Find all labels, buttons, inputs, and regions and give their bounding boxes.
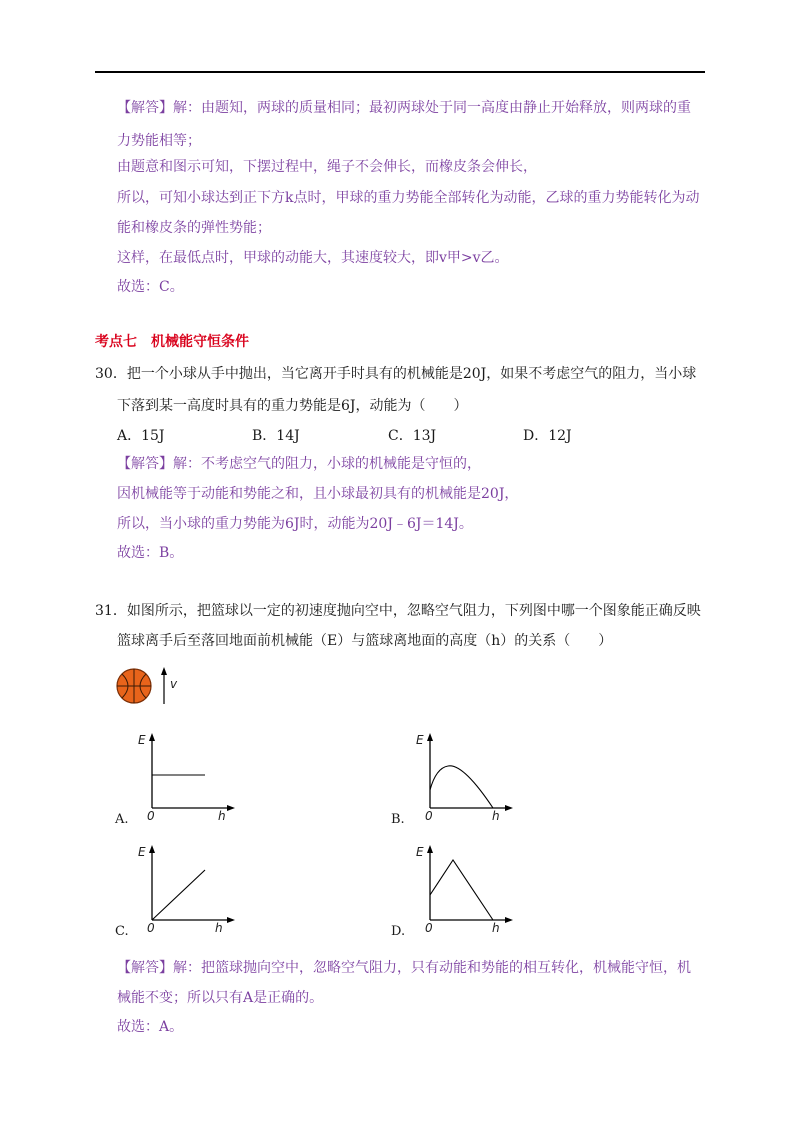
graph-d-label: D. (391, 924, 406, 939)
graph-b-origin: 0 (425, 809, 433, 823)
graph-a-y-label: E (138, 733, 146, 747)
graph-b-y-label: E (416, 733, 424, 747)
answer1-line-6: 这样，在最低点时，甲球的动能大，其速度较大，即v甲>v乙。 (117, 250, 509, 266)
q30-option-a: A．15J (117, 428, 165, 444)
answer1-line-7: 故选：C。 (117, 279, 184, 295)
graph-d (408, 840, 518, 935)
q30-stem-line-2: 下落到某一高度时具有的重力势能是6J，动能为（ ） (117, 398, 468, 414)
answer1-line-1: 【解答】解：由题知，两球的质量相同；最初两球处于同一高度由静止开始释放，则两球的重 (117, 100, 691, 116)
q31-stem-line-1: 31．如图所示，把篮球以一定的初速度抛向空中，忽略空气阻力，下列图中哪一个图象能正确反映 (95, 603, 701, 619)
velocity-label: v (170, 677, 178, 691)
basketball-icon (117, 669, 151, 703)
q30-answer-line-1: 【解答】解：不考虑空气的阻力，小球的机械能是守恒的， (117, 456, 481, 472)
graph-a-origin: 0 (147, 809, 155, 823)
graph-a-label: A. (115, 812, 129, 827)
graph-d-curve (430, 860, 493, 920)
graph-b-curve (430, 766, 493, 808)
graph-b (408, 728, 518, 823)
basketball-figure (112, 664, 192, 708)
velocity-arrow-icon (161, 667, 167, 704)
graph-a (130, 728, 240, 823)
q30-option-c: C．13J (388, 428, 437, 444)
graph-d-origin: 0 (425, 921, 433, 935)
graph-c (130, 840, 240, 935)
q30-answer-line-4: 故选：B。 (117, 545, 184, 561)
q31-answer-line-3: 故选：A。 (117, 1019, 184, 1035)
answer1-line-4: 所以，可知小球达到正下方k点时，甲球的重力势能全部转化为动能，乙球的重力势能转化为动 (117, 190, 700, 206)
q30-answer-line-2: 因机械能等于动能和势能之和，且小球最初具有的机械能是20J， (117, 486, 519, 502)
graph-a-x-label: h (218, 809, 226, 823)
graph-b-label: B. (391, 812, 405, 827)
graph-c-x-label: h (215, 921, 223, 935)
graph-d-x-label: h (492, 921, 500, 935)
graph-c-label: C. (115, 924, 129, 939)
header-rule (95, 71, 705, 73)
answer1-line-5: 能和橡皮条的弹性势能； (117, 220, 271, 236)
section-title: 考点七 机械能守恒条件 (95, 334, 249, 350)
graph-c-y-label: E (138, 845, 146, 859)
q30-option-b: B．14J (252, 428, 300, 444)
answer1-line-3: 由题意和图示可知，下摆过程中，绳子不会伸长，而橡皮条会伸长， (117, 159, 537, 175)
q30-option-d: D．12J (523, 428, 572, 444)
q30-answer-line-3: 所以，当小球的重力势能为6J时，动能为20J﹣6J＝14J。 (117, 516, 473, 532)
graph-c-curve (152, 870, 205, 920)
q30-stem-line-1: 30．把一个小球从手中抛出，当它离开手时具有的机械能是20J，如果不考虑空气的阻力，当小球 (95, 366, 697, 382)
graph-b-x-label: h (492, 809, 500, 823)
q31-stem-line-2: 篮球离手后至落回地面前机械能（E）与篮球离地面的高度（h）的关系（ ） (117, 633, 613, 649)
q31-answer-line-2: 械能不变；所以只有A是正确的。 (117, 990, 324, 1006)
answer1-line-2: 力势能相等； (117, 133, 201, 149)
q31-answer-line-1: 【解答】解：把篮球抛向空中，忽略空气阻力，只有动能和势能的相互转化，机械能守恒，机 (117, 960, 691, 976)
graph-d-y-label: E (416, 845, 424, 859)
graph-c-origin: 0 (147, 921, 155, 935)
